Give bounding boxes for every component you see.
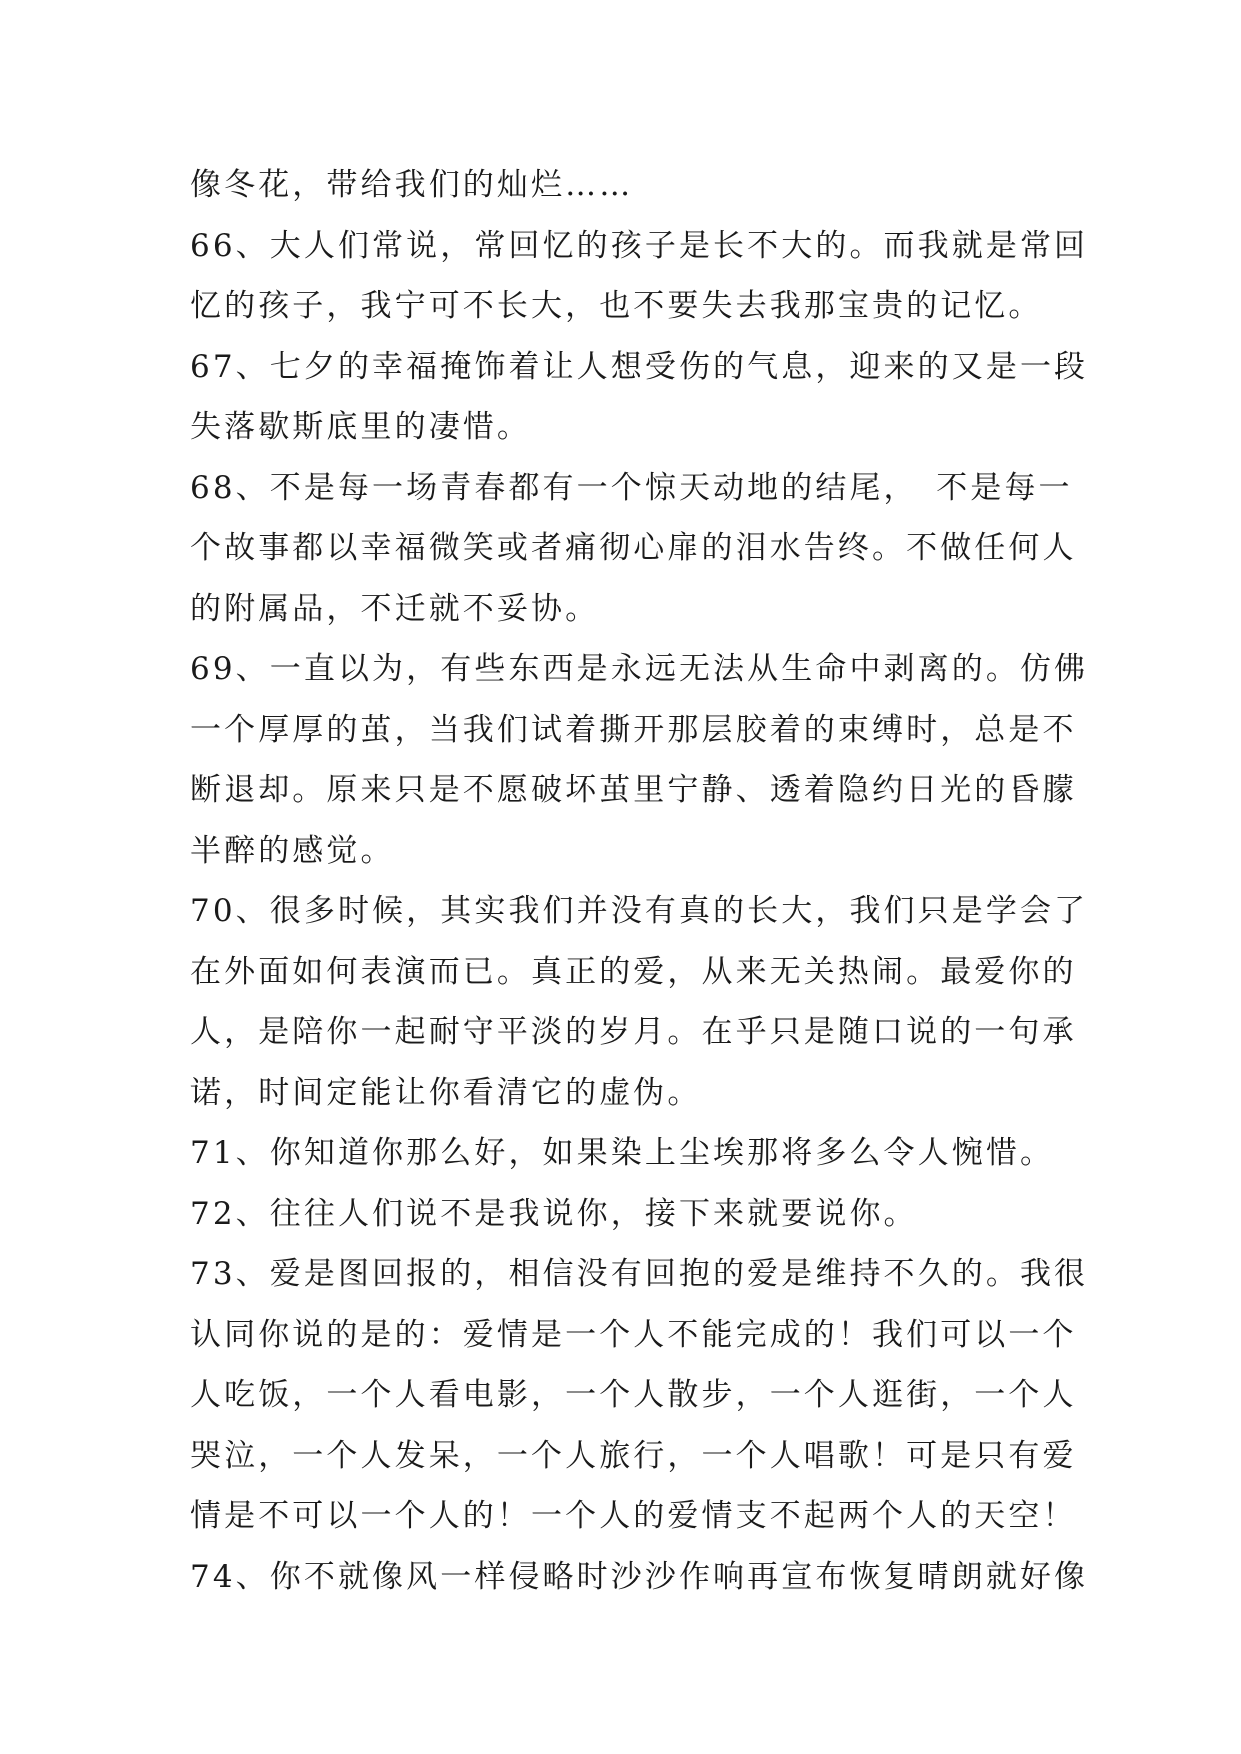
text-line: 认同你说的是的：爱情是一个人不能完成的！我们可以一个 (190, 1316, 1077, 1353)
text-line: 74、你不就像风一样侵略时沙沙作响再宣布恢复晴朗就好像 (190, 1558, 1089, 1595)
document-body (190, 155, 1089, 1607)
text-line: 的附属品，不迁就不妥协。 (190, 590, 600, 627)
text-line: 像冬花，带给我们的灿烂…… (190, 167, 634, 203)
text-line: 人吃饭，一个人看电影，一个人散步，一个人逛街，一个人 (190, 1377, 1077, 1413)
text-line: 诺，时间定能让你看清它的虚伪。 (190, 1074, 702, 1111)
text-line: 72、往往人们说不是我说你，接下来就要说你。 (190, 1195, 918, 1232)
text-line: 个故事都以幸福微笑或者痛彻心扉的泪水告终。不做任何人 (190, 530, 1077, 566)
text-line: 68、不是每一场青春都有一个惊天动地的结尾， 不是每一 (190, 469, 1073, 506)
text-line: 66、大人们常说，常回忆的孩子是长不大的。而我就是常回 (190, 227, 1089, 264)
text-line: 69、一直以为，有些东西是永远无法从生命中剥离的。仿佛 (190, 651, 1089, 687)
text-line: 哭泣，一个人发呆，一个人旅行，一个人唱歌！可是只有爱 (190, 1437, 1077, 1474)
text-line: 71、你知道你那么好，如果染上尘埃那将多么令人惋惜。 (190, 1135, 1055, 1171)
text-line: 忆的孩子，我宁可不长大，也不要失去我那宝贵的记忆。 (190, 288, 1043, 324)
text-line: 一个厚厚的茧，当我们试着撕开那层胶着的束缚时，总是不 (190, 711, 1077, 748)
text-line: 67、七夕的幸福掩饰着让人想受伤的气息，迎来的又是一段 (190, 348, 1089, 385)
text-line: 半醉的感觉。 (190, 832, 395, 869)
text-line: 情是不可以一个人的！一个人的爱情支不起两个人的天空！ (190, 1498, 1077, 1534)
text-line: 失落歇斯底里的凄惜。 (190, 409, 531, 445)
text-line: 人，是陪你一起耐守平淡的岁月。在乎只是随口说的一句承 (190, 1014, 1077, 1050)
text-line: 70、很多时候，其实我们并没有真的长大，我们只是学会了 (190, 893, 1089, 929)
text-line: 断退却。原来只是不愿破坏茧里宁静、透着隐约日光的昏朦 (190, 772, 1077, 808)
text-line: 73、爱是图回报的，相信没有回抱的爱是维持不久的。我很 (190, 1256, 1089, 1292)
text-line: 在外面如何表演而已。真正的爱，从来无关热闹。最爱你的 (190, 953, 1077, 990)
